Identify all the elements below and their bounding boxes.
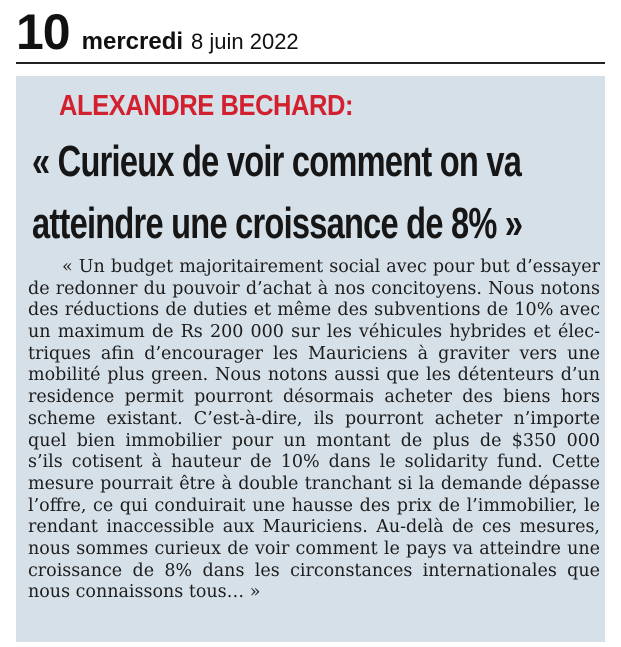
body-line: s’ils cotisent à hauteur de 10% dans le solidarity fund. Cette (28, 452, 600, 473)
day-name: mercredi (81, 28, 184, 55)
body-line: nous connaissons tous… » (28, 582, 261, 603)
body-line: mobilité plus green. Nous notons aussi que les détenteurs d’un (28, 365, 600, 386)
body-line: scheme existant. C’est-à-dire, ils pourront acheter n’importe (28, 408, 600, 429)
body-line: nous sommes curieux de voir comment le pays va atteindre une (28, 538, 600, 559)
body-line: triques afin d’encourager les Mauriciens à graviter vers une (28, 343, 600, 364)
article-body (28, 257, 600, 604)
body-line: un maximum de Rs 200 000 sur les véhicules hybrides et élec- (28, 322, 600, 343)
body-line: rendant inaccessible aux Mauriciens. Au-delà de ces mesures, (28, 517, 600, 538)
body-line: croissance de 8% dans les circonstances internationales que (28, 560, 600, 581)
page-number: 10 (16, 4, 70, 60)
headline-line-2: atteindre une croissance de 8% » (32, 199, 523, 248)
article-box (16, 76, 605, 642)
publication-date: 8 juin 2022 (191, 29, 299, 54)
article-kicker: ALEXANDRE BECHARD: (59, 90, 354, 122)
headline-line-1: « Curieux de voir comment on va (32, 137, 522, 186)
body-line: quel bien immobilier pour un montant de plus de $350 000 (28, 430, 600, 451)
body-line: mesure pourrait être à double tranchant si la demande dépasse (28, 473, 600, 494)
body-line: « Un budget majoritairement social avec pour but d’essayer (62, 257, 600, 277)
body-line: l’offre, ce qui conduirait une hausse des prix de l’immobilier, le (28, 495, 600, 516)
header-rule (16, 62, 605, 64)
page-header (16, 4, 299, 60)
body-line: de redonner du pouvoir d’achat à nos concitoyens. Nous notons (28, 278, 600, 299)
body-line: des réductions de duties et même des subventions de 10% avec (28, 300, 600, 321)
body-line: residence permit pourront désormais acheter des biens hors (28, 387, 600, 408)
